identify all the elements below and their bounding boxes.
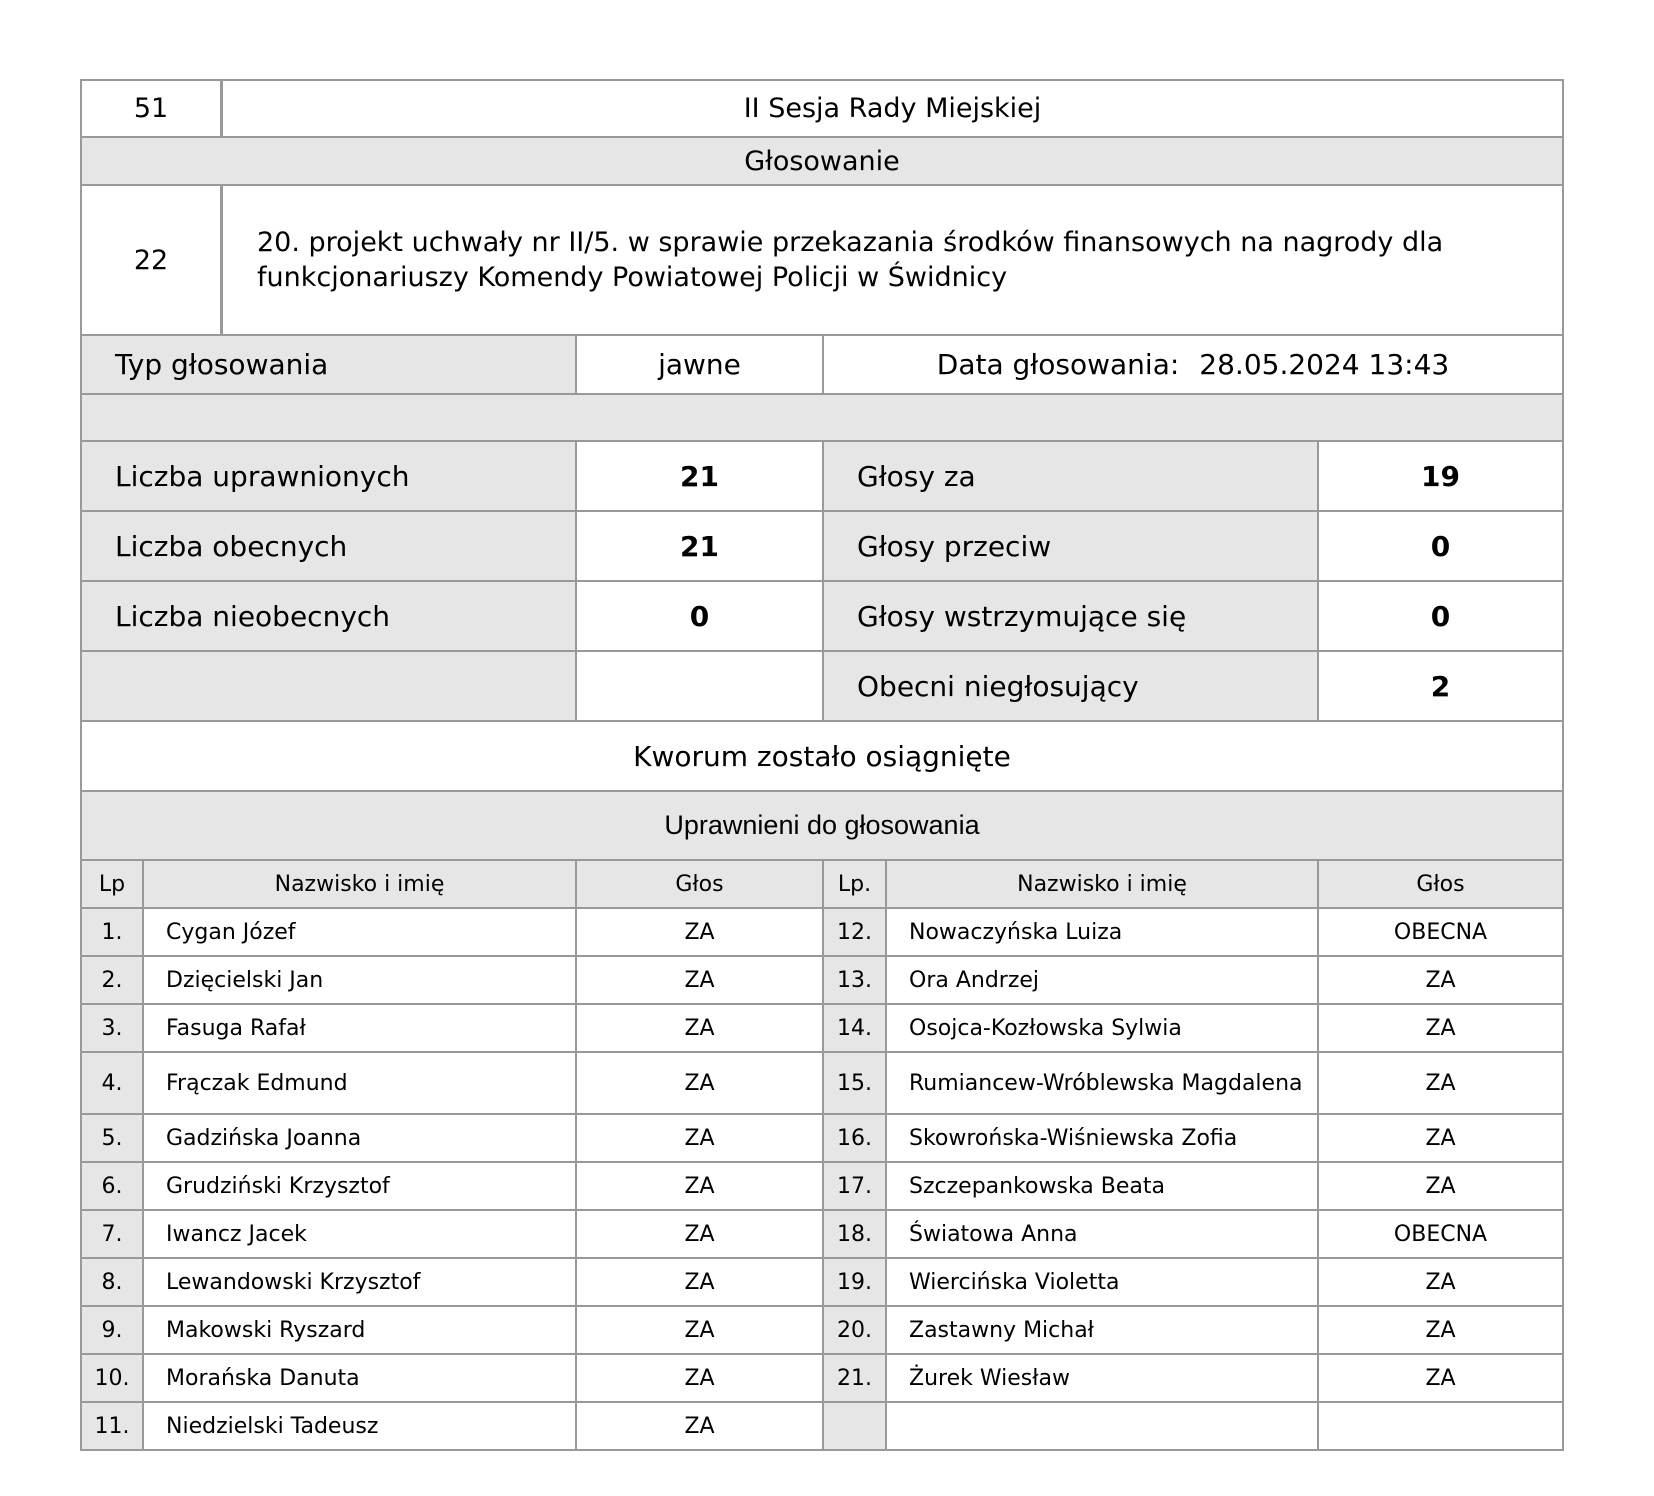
voter-lp: 6. [82,1163,144,1211]
section-row [80,138,1564,186]
voter-vote: ZA [1319,1115,1562,1163]
table-row [80,1259,1564,1307]
voter-name: Niedzielski Tadeusz [144,1403,577,1451]
table-row [80,957,1564,1005]
stats-row-4 [80,652,1564,722]
voter-name: Wiercińska Violetta [887,1259,1319,1307]
voter-name [887,1403,1319,1451]
voter-name: Grudziński Krzysztof [144,1163,577,1211]
header-row [80,79,1564,138]
nonvoting-label: Obecni niegłosujący [824,652,1319,722]
voter-name: Dzięcielski Jan [144,957,577,1005]
voter-name: Rumiancew-Wróblewska Magdalena [887,1053,1319,1115]
session-number: 51 [82,81,223,138]
empty-label-cell [82,652,577,722]
voter-vote: ZA [577,1307,824,1355]
voter-vote: ZA [1319,1259,1562,1307]
voter-vote: OBECNA [1319,909,1562,957]
abstain-value: 0 [1319,582,1562,652]
against-label: Głosy przeciw [824,512,1319,582]
voter-vote: ZA [1319,1163,1562,1211]
voter-lp: 19. [824,1259,887,1307]
voter-name: Gadzińska Joanna [144,1115,577,1163]
voter-lp: 13. [824,957,887,1005]
table-row [80,1053,1564,1115]
for-label: Głosy za [824,442,1319,512]
voter-name: Osojca-Kozłowska Sylwia [887,1005,1319,1053]
col-name-left: Nazwisko i imię [144,861,577,909]
voter-lp: 10. [82,1355,144,1403]
voter-vote: ZA [1319,1355,1562,1403]
voter-name: Zastawny Michał [887,1307,1319,1355]
voter-vote: ZA [1319,1307,1562,1355]
vote-type-label: Typ głosowania [82,336,577,395]
quorum-status: Kworum zostało osiągnięte [82,722,1562,792]
list-title: Uprawnieni do głosowania [82,792,1562,861]
voter-lp: 8. [82,1259,144,1307]
stats-row-3 [80,582,1564,652]
present-value: 21 [577,512,824,582]
voter-vote: ZA [1319,957,1562,1005]
vote-date-label: Data głosowania: [936,348,1180,381]
voter-vote: ZA [577,1211,824,1259]
voter-lp: 3. [82,1005,144,1053]
table-row [80,1163,1564,1211]
vote-date-value: 28.05.2024 13:43 [1199,348,1450,381]
voter-vote: ZA [577,1403,824,1451]
session-title: II Sesja Rady Miejskiej [223,81,1562,138]
voter-name: Makowski Ryszard [144,1307,577,1355]
motion-title: 20. projekt uchwały nr II/5. w sprawie przekazania środków finansowych na nagrody dla funkcjonariuszy Komendy Powiatowej Policji w Świdnicy [223,186,1562,336]
voter-vote: ZA [577,1259,824,1307]
table-row [80,1403,1564,1451]
voter-vote: ZA [577,1115,824,1163]
voter-lp: 18. [824,1211,887,1259]
table-row [80,1355,1564,1403]
voting-report [80,79,1564,1451]
empty-value-cell [577,652,824,722]
table-row [80,1115,1564,1163]
col-name-right: Nazwisko i imię [887,861,1319,909]
stats-row-2 [80,512,1564,582]
voter-lp: 15. [824,1053,887,1115]
eligible-label: Liczba uprawnionych [82,442,577,512]
voter-vote: ZA [577,1355,824,1403]
voter-lp: 4. [82,1053,144,1115]
col-lp-left: Lp [82,861,144,909]
table-row [80,1211,1564,1259]
spacer-cell [82,395,1562,442]
voter-name: Frączak Edmund [144,1053,577,1115]
col-vote-left: Głos [577,861,824,909]
voter-vote: ZA [1319,1005,1562,1053]
voter-vote: ZA [1319,1053,1562,1115]
table-row [80,1005,1564,1053]
voter-name: Szczepankowska Beata [887,1163,1319,1211]
abstain-label: Głosy wstrzymujące się [824,582,1319,652]
voter-lp: 21. [824,1355,887,1403]
voter-name: Ora Andrzej [887,957,1319,1005]
absent-label: Liczba nieobecnych [82,582,577,652]
voter-lp: 17. [824,1163,887,1211]
voter-vote: ZA [577,1163,824,1211]
quorum-row [80,722,1564,792]
col-lp-right: Lp. [824,861,887,909]
section-label: Głosowanie [82,138,1562,186]
voter-name: Cygan Józef [144,909,577,957]
voter-name: Nowaczyńska Luiza [887,909,1319,957]
vote-date [824,336,1562,395]
voter-vote: OBECNA [1319,1211,1562,1259]
voter-list [80,909,1564,1451]
nonvoting-value: 2 [1319,652,1562,722]
present-label: Liczba obecnych [82,512,577,582]
vote-type-value: jawne [577,336,824,395]
for-value: 19 [1319,442,1562,512]
absent-value: 0 [577,582,824,652]
voter-lp: 7. [82,1211,144,1259]
voter-lp: 11. [82,1403,144,1451]
table-row [80,909,1564,957]
voter-lp: 16. [824,1115,887,1163]
voter-lp: 9. [82,1307,144,1355]
voter-name: Morańska Danuta [144,1355,577,1403]
voter-lp: 2. [82,957,144,1005]
voter-lp [824,1403,887,1451]
spacer-row [80,395,1564,442]
voter-name: Iwancz Jacek [144,1211,577,1259]
voter-vote: ZA [577,957,824,1005]
voter-lp: 12. [824,909,887,957]
list-title-row [80,792,1564,861]
voter-name: Żurek Wiesław [887,1355,1319,1403]
voter-lp: 5. [82,1115,144,1163]
col-vote-right: Głos [1319,861,1562,909]
voter-vote: ZA [577,909,824,957]
table-row [80,1307,1564,1355]
voter-vote [1319,1403,1562,1451]
voter-lp: 1. [82,909,144,957]
voter-vote: ZA [577,1005,824,1053]
voter-lp: 14. [824,1005,887,1053]
voter-vote: ZA [577,1053,824,1115]
motion-number: 22 [82,186,223,336]
stats-row-1 [80,442,1564,512]
voter-name: Fasuga Rafał [144,1005,577,1053]
voter-name: Światowa Anna [887,1211,1319,1259]
voter-lp: 20. [824,1307,887,1355]
list-header-row [80,861,1564,909]
against-value: 0 [1319,512,1562,582]
motion-row [80,186,1564,336]
voter-name: Skowrońska-Wiśniewska Zofia [887,1115,1319,1163]
eligible-value: 21 [577,442,824,512]
vote-type-row [80,336,1564,395]
voter-name: Lewandowski Krzysztof [144,1259,577,1307]
